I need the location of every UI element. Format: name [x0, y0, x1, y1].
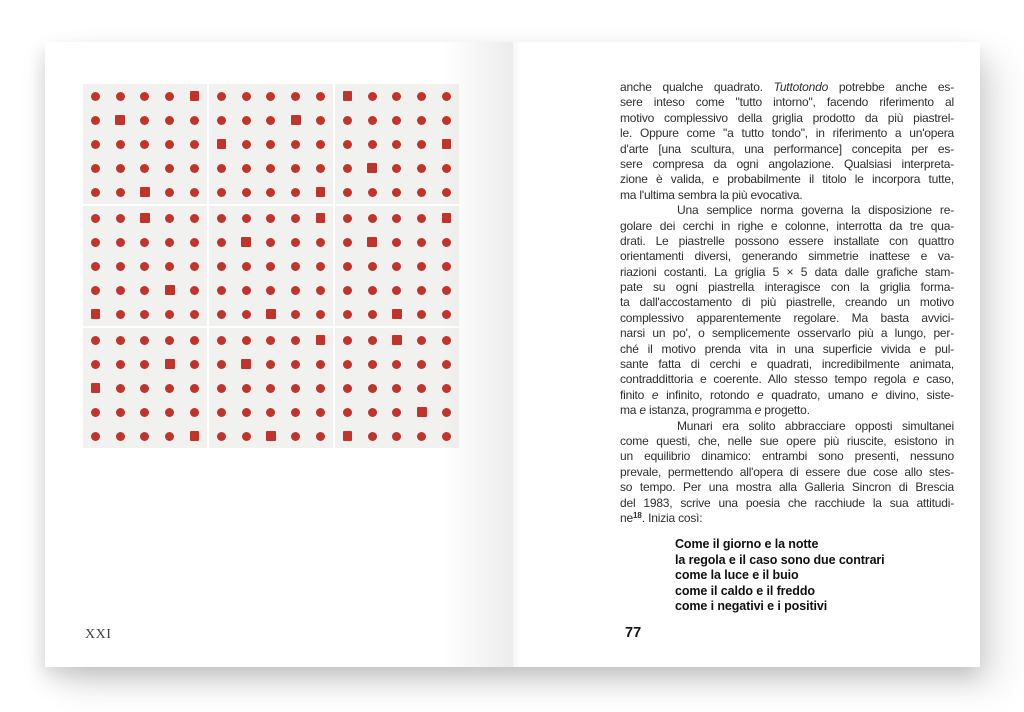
circle-mark: [442, 384, 451, 393]
circle-mark: [165, 262, 174, 271]
circle-mark: [343, 286, 352, 295]
circle-mark: [165, 384, 174, 393]
poem-line: la regola e il caso sono due contrari: [675, 552, 885, 567]
circle-mark: [165, 188, 174, 197]
circle-mark: [417, 384, 426, 393]
body-line: come questi, che, nelle sue opere più riuscite, esistono in: [620, 433, 954, 448]
circle-mark: [343, 262, 352, 271]
body-line: golare dei cerchi in righe e colonne, interrotta da tre qua-: [620, 218, 954, 233]
circle-mark: [91, 408, 100, 417]
poem-line: come la luce e il buio: [675, 568, 799, 583]
circle-mark: [165, 164, 174, 173]
italic-text: e: [871, 387, 878, 402]
circle-mark: [266, 408, 275, 417]
circle-mark: [291, 214, 300, 223]
tile: [335, 84, 459, 204]
square-mark: [266, 431, 276, 441]
body-line: sere compresa da ogni angolazione. Qualsiasi interpreta-: [620, 156, 954, 171]
circle-mark: [190, 140, 199, 149]
circle-mark: [368, 116, 377, 125]
circle-mark: [140, 164, 149, 173]
circle-mark: [417, 262, 426, 271]
circle-mark: [91, 238, 100, 247]
circle-mark: [190, 286, 199, 295]
body-line: drati. Le piastrelle possono essere installate con quattro: [620, 233, 954, 248]
circle-mark: [140, 432, 149, 441]
circle-mark: [140, 92, 149, 101]
body-line: ta dall'accostamento di più piastrelle, creando un motivo: [620, 295, 954, 310]
circle-mark: [190, 116, 199, 125]
circle-mark: [316, 238, 325, 247]
circle-mark: [291, 92, 300, 101]
circle-mark: [291, 310, 300, 319]
body-line: Una semplice norma governa la disposizione re-: [677, 203, 954, 218]
circle-mark: [368, 262, 377, 271]
tile-artwork: [83, 84, 459, 448]
circle-mark: [368, 360, 377, 369]
circle-mark: [242, 262, 251, 271]
square-mark: [291, 115, 301, 125]
poem-line: come il caldo e il freddo: [675, 583, 815, 598]
right-page: [513, 42, 980, 667]
circle-mark: [266, 188, 275, 197]
body-line: anche qualche quadrato. Tuttotondo potrebbe anche es-: [620, 80, 954, 94]
circle-mark: [417, 214, 426, 223]
circle-mark: [242, 214, 251, 223]
circle-mark: [266, 238, 275, 247]
circle-mark: [266, 336, 275, 345]
square-mark: [140, 187, 150, 197]
circle-mark: [266, 92, 275, 101]
poem: [620, 537, 954, 614]
circle-mark: [291, 262, 300, 271]
circle-mark: [91, 286, 100, 295]
circle-mark: [343, 384, 352, 393]
square-mark: [367, 237, 377, 247]
circle-mark: [217, 238, 226, 247]
circle-mark: [442, 238, 451, 247]
circle-mark: [291, 408, 300, 417]
circle-mark: [140, 238, 149, 247]
circle-mark: [392, 432, 401, 441]
circle-mark: [140, 360, 149, 369]
circle-mark: [190, 214, 199, 223]
body-line: riazioni costanti. La griglia 5 × 5 data dalle grafiche stam-: [620, 264, 954, 279]
circle-mark: [242, 432, 251, 441]
square-mark: [417, 407, 427, 417]
circle-mark: [392, 384, 401, 393]
circle-mark: [343, 360, 352, 369]
circle-mark: [343, 188, 352, 197]
circle-mark: [116, 164, 125, 173]
left-page-number: XXI: [85, 627, 112, 642]
square-mark: [442, 213, 452, 223]
circle-mark: [165, 214, 174, 223]
circle-mark: [442, 164, 451, 173]
square-mark: [316, 335, 326, 345]
circle-mark: [368, 188, 377, 197]
square-mark: [91, 309, 101, 319]
square-mark: [190, 91, 200, 101]
circle-mark: [91, 188, 100, 197]
circle-mark: [417, 238, 426, 247]
square-mark: [316, 213, 326, 223]
tile: [209, 84, 333, 204]
body-text-column: [620, 80, 954, 614]
body-line: narsi un po', o semplicemente osservarlo più a lungo, per-: [620, 326, 954, 341]
circle-mark: [116, 384, 125, 393]
circle-mark: [116, 310, 125, 319]
circle-mark: [417, 286, 426, 295]
circle-mark: [442, 408, 451, 417]
circle-mark: [217, 336, 226, 345]
circle-mark: [190, 164, 199, 173]
italic-text: e: [757, 387, 764, 402]
circle-mark: [368, 286, 377, 295]
circle-mark: [165, 432, 174, 441]
circle-mark: [442, 188, 451, 197]
circle-mark: [291, 336, 300, 345]
circle-mark: [116, 286, 125, 295]
body-line: zione è valida, e probabilmente il titolo le incorpora tutte,: [620, 172, 954, 187]
circle-mark: [140, 262, 149, 271]
square-mark: [241, 237, 251, 247]
circle-mark: [368, 140, 377, 149]
body-line: un equilibrio dinamico: entrambi sono presenti, nessuno: [620, 449, 954, 464]
circle-mark: [368, 310, 377, 319]
circle-mark: [316, 408, 325, 417]
square-mark: [241, 359, 251, 369]
circle-mark: [91, 116, 100, 125]
tile: [335, 328, 459, 448]
body-line: sere inteso come "tutto intorno", facendo riferimento al: [620, 95, 954, 110]
circle-mark: [316, 360, 325, 369]
circle-mark: [217, 92, 226, 101]
circle-mark: [417, 164, 426, 173]
circle-mark: [417, 116, 426, 125]
circle-mark: [442, 360, 451, 369]
body-line: pate su ogni piastrella interagisce con la griglia forma-: [620, 280, 954, 295]
circle-mark: [116, 92, 125, 101]
circle-mark: [217, 164, 226, 173]
square-mark: [115, 115, 125, 125]
circle-mark: [392, 92, 401, 101]
body-line: ché il motivo prenda vita in una superficie vivida e pul-: [620, 341, 954, 356]
body-line: Munari era solito abbracciare opposti simultanei: [677, 418, 954, 433]
poem-line: come i negativi e i positivi: [675, 598, 828, 613]
circle-mark: [442, 336, 451, 345]
circle-mark: [242, 336, 251, 345]
circle-mark: [217, 286, 226, 295]
circle-mark: [217, 384, 226, 393]
circle-mark: [165, 310, 174, 319]
circle-mark: [417, 360, 426, 369]
circle-mark: [190, 408, 199, 417]
circle-mark: [242, 164, 251, 173]
circle-mark: [442, 92, 451, 101]
body-line: d'arte [una scultura, una performance] concepita per es-: [620, 141, 954, 156]
circle-mark: [91, 432, 100, 441]
square-mark: [91, 383, 101, 393]
circle-mark: [417, 92, 426, 101]
circle-mark: [116, 262, 125, 271]
circle-mark: [165, 408, 174, 417]
circle-mark: [91, 214, 100, 223]
body-line: contraddittoria e coerente. Allo stesso tempo regola e caso,: [620, 372, 954, 387]
circle-mark: [91, 262, 100, 271]
circle-mark: [266, 164, 275, 173]
square-mark: [217, 139, 227, 149]
circle-mark: [217, 408, 226, 417]
circle-mark: [190, 384, 199, 393]
circle-mark: [316, 164, 325, 173]
circle-mark: [116, 432, 125, 441]
body-line: ma l'ultima sembra la più evocativa.: [620, 187, 803, 202]
square-mark: [266, 309, 276, 319]
circle-mark: [266, 214, 275, 223]
circle-mark: [417, 432, 426, 441]
body-line: ma e istanza, programma e progetto.: [620, 403, 810, 418]
body-line: orientamenti diversi, generando simmetrie inattese e va-: [620, 249, 954, 264]
book-spread: [45, 42, 980, 667]
circle-mark: [291, 164, 300, 173]
square-mark: [343, 431, 353, 441]
circle-mark: [165, 336, 174, 345]
circle-mark: [140, 336, 149, 345]
circle-mark: [91, 360, 100, 369]
circle-mark: [291, 188, 300, 197]
circle-mark: [291, 286, 300, 295]
circle-mark: [291, 384, 300, 393]
circle-mark: [165, 140, 174, 149]
circle-mark: [392, 140, 401, 149]
square-mark: [392, 335, 402, 345]
circle-mark: [392, 116, 401, 125]
circle-mark: [190, 188, 199, 197]
circle-mark: [417, 188, 426, 197]
circle-mark: [165, 238, 174, 247]
circle-mark: [242, 310, 251, 319]
circle-mark: [217, 214, 226, 223]
body-text: [620, 80, 954, 526]
circle-mark: [217, 116, 226, 125]
body-line: del 1983, scrive una poesia che racchiude la sua attitudi-: [620, 495, 954, 510]
circle-mark: [217, 188, 226, 197]
square-mark: [140, 213, 150, 223]
circle-mark: [140, 408, 149, 417]
circle-mark: [316, 262, 325, 271]
circle-mark: [316, 384, 325, 393]
circle-mark: [343, 238, 352, 247]
circle-mark: [266, 262, 275, 271]
tile: [83, 206, 207, 326]
circle-mark: [116, 408, 125, 417]
circle-mark: [343, 140, 352, 149]
circle-mark: [116, 336, 125, 345]
tile: [83, 84, 207, 204]
circle-mark: [368, 336, 377, 345]
circle-mark: [140, 140, 149, 149]
circle-mark: [316, 92, 325, 101]
square-mark: [392, 309, 402, 319]
body-line: so tempo. Per una mostra alla Galleria Sincron di Brescia: [620, 480, 954, 495]
circle-mark: [343, 116, 352, 125]
circle-mark: [242, 286, 251, 295]
circle-mark: [392, 360, 401, 369]
circle-mark: [91, 336, 100, 345]
square-mark: [442, 139, 452, 149]
circle-mark: [116, 360, 125, 369]
circle-mark: [242, 408, 251, 417]
circle-mark: [165, 116, 174, 125]
circle-mark: [343, 336, 352, 345]
footnote-ref: 18: [632, 510, 642, 520]
circle-mark: [140, 286, 149, 295]
circle-mark: [217, 262, 226, 271]
circle-mark: [368, 92, 377, 101]
circle-mark: [316, 286, 325, 295]
body-line: $ne^{18}$. Inizia così:: [620, 510, 703, 525]
circle-mark: [316, 140, 325, 149]
circle-mark: [91, 92, 100, 101]
circle-mark: [417, 310, 426, 319]
circle-mark: [392, 238, 401, 247]
poem-line: Come il giorno e la notte: [675, 537, 819, 552]
body-line: complessivo apparentemente regolare. Ma basta avvici-: [620, 310, 954, 325]
circle-mark: [392, 188, 401, 197]
circle-mark: [242, 140, 251, 149]
circle-mark: [266, 384, 275, 393]
circle-mark: [242, 92, 251, 101]
circle-mark: [116, 238, 125, 247]
tile: [83, 328, 207, 448]
circle-mark: [291, 432, 300, 441]
circle-mark: [442, 432, 451, 441]
circle-mark: [165, 92, 174, 101]
circle-mark: [316, 310, 325, 319]
circle-mark: [242, 116, 251, 125]
circle-mark: [242, 384, 251, 393]
circle-mark: [392, 214, 401, 223]
body-line: prevale, permettendo all'opera di essere due cose allo stes-: [620, 464, 954, 479]
circle-mark: [190, 238, 199, 247]
circle-mark: [417, 336, 426, 345]
italic-text: e: [912, 372, 920, 387]
circle-mark: [190, 310, 199, 319]
circle-mark: [266, 140, 275, 149]
circle-mark: [368, 214, 377, 223]
circle-mark: [266, 116, 275, 125]
square-mark: [190, 431, 200, 441]
circle-mark: [442, 262, 451, 271]
body-line: sante fatta di cerchi e quadrati, incredibilmente animata,: [620, 357, 954, 372]
tile: [209, 328, 333, 448]
italic-text: Tuttotondo: [773, 80, 829, 94]
circle-mark: [291, 360, 300, 369]
circle-mark: [316, 432, 325, 441]
circle-mark: [140, 384, 149, 393]
circle-mark: [190, 360, 199, 369]
square-mark: [316, 187, 326, 197]
circle-mark: [442, 310, 451, 319]
circle-mark: [266, 286, 275, 295]
circle-mark: [217, 360, 226, 369]
circle-mark: [266, 360, 275, 369]
right-page-number: 77: [625, 625, 642, 641]
body-line: motivo complessivo della griglia prodotto da più piastrel-: [620, 110, 954, 125]
circle-mark: [190, 336, 199, 345]
circle-mark: [343, 164, 352, 173]
circle-mark: [91, 140, 100, 149]
circle-mark: [392, 262, 401, 271]
circle-mark: [368, 408, 377, 417]
tile: [335, 206, 459, 326]
tile: [209, 206, 333, 326]
circle-mark: [417, 140, 426, 149]
body-line: finito e infinito, rotondo e quadrato, umano e divino, siste-: [620, 387, 954, 402]
square-mark: [343, 91, 353, 101]
circle-mark: [242, 188, 251, 197]
circle-mark: [368, 432, 377, 441]
circle-mark: [343, 214, 352, 223]
square-mark: [367, 163, 377, 173]
square-mark: [165, 359, 175, 369]
body-line: le. Oppure come "a tutto tondo", in riferimento a un'opera: [620, 126, 954, 141]
italic-text: e: [639, 403, 646, 418]
circle-mark: [291, 238, 300, 247]
circle-mark: [116, 188, 125, 197]
circle-mark: [116, 140, 125, 149]
circle-mark: [140, 310, 149, 319]
circle-mark: [442, 116, 451, 125]
circle-mark: [91, 164, 100, 173]
circle-mark: [392, 286, 401, 295]
italic-text: e: [651, 387, 659, 402]
circle-mark: [140, 116, 149, 125]
left-page: [45, 42, 513, 667]
circle-mark: [316, 116, 325, 125]
circle-mark: [392, 408, 401, 417]
circle-mark: [392, 164, 401, 173]
circle-mark: [116, 214, 125, 223]
italic-text: e: [754, 403, 762, 418]
circle-mark: [291, 140, 300, 149]
circle-mark: [217, 432, 226, 441]
circle-mark: [217, 310, 226, 319]
circle-mark: [343, 408, 352, 417]
circle-mark: [368, 384, 377, 393]
square-mark: [165, 285, 175, 295]
circle-mark: [343, 310, 352, 319]
circle-mark: [442, 286, 451, 295]
circle-mark: [190, 262, 199, 271]
